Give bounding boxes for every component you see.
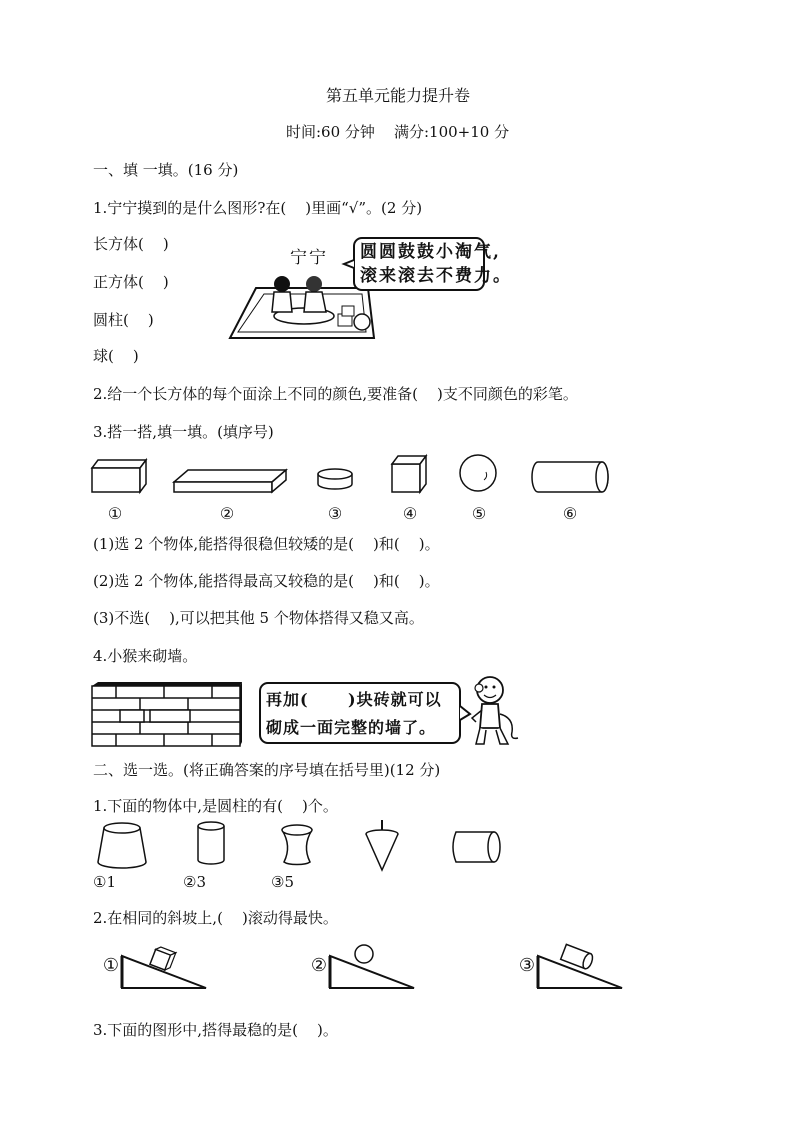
q2-2-label-3: ③ [518,955,536,976]
question-1-4: 4.小猴来砌墙。 [93,647,198,665]
time-info: 时间:60 分钟 满分:100+10 分 [286,123,510,141]
q3-label-4: ④ [402,504,418,523]
bubble-line-1: 圆圆鼓鼓小淘气, [360,242,501,262]
option-cylinder: 圆柱( ) [93,311,154,329]
section-2-heading: 二、选一选。(将正确答案的序号填在括号里)(12 分) [93,761,441,779]
q3-label-5: ⑤ [471,504,487,523]
q3-label-2: ② [219,504,235,523]
q2-1-option-2: ②3 [183,873,206,891]
question-2-2: 2.在相同的斜坡上,( )滚动得最快。 [93,909,338,927]
slope-sphere [328,938,418,990]
question-1-2: 2.给一个长方体的每个面涂上不同的颜色,要准备( )支不同颜色的彩笔。 [93,385,578,403]
q3-shapes [88,452,618,498]
page-title: 第五单元能力提升卷 [326,86,471,105]
q2-2-label-1: ① [102,955,120,976]
q3-sub-1: (1)选 2 个物体,能搭得很稳但较矮的是( )和( )。 [93,535,440,553]
option-cuboid: 长方体( ) [93,235,169,253]
q2-1-option-3: ③5 [271,873,294,891]
q3-sub-2: (2)选 2 个物体,能搭得最高又较稳的是( )和( )。 [93,572,440,590]
question-2-3: 3.下面的图形中,搭得最稳的是( )。 [93,1021,338,1039]
q3-sub-3: (3)不选( ),可以把其他 5 个物体搭得又稳又高。 [93,609,424,627]
brick-wall [90,680,244,748]
option-sphere: 球( ) [93,347,139,365]
q4-bubble-line-1: 再加( )块砖就可以 [266,690,442,709]
q2-1-objects [92,818,512,874]
question-1-3: 3.搭一搭,填一填。(填序号) [93,423,274,441]
q2-1-option-1: ①1 [93,873,116,891]
question-1-1: 1.宁宁摸到的是什么图形?在( )里画“√”。(2 分) [93,199,423,217]
monkey-illustration [470,674,522,748]
section-1-heading: 一、填 一填。(16 分) [93,161,239,179]
q3-label-6: ⑥ [562,504,578,523]
question-2-1: 1.下面的物体中,是圆柱的有( )个。 [93,797,338,815]
q3-label-3: ③ [327,504,343,523]
slope-cube [120,938,210,990]
speaker-label: 宁宁 [290,248,328,268]
bubble-line-2: 滚来滚去不费力。 [360,266,512,286]
option-cube: 正方体( ) [93,273,169,291]
q3-label-1: ① [107,504,123,523]
q2-2-label-2: ② [310,955,328,976]
slope-cylinder [536,938,626,990]
q4-bubble-line-2: 砌成一面完整的墙了。 [266,718,437,737]
